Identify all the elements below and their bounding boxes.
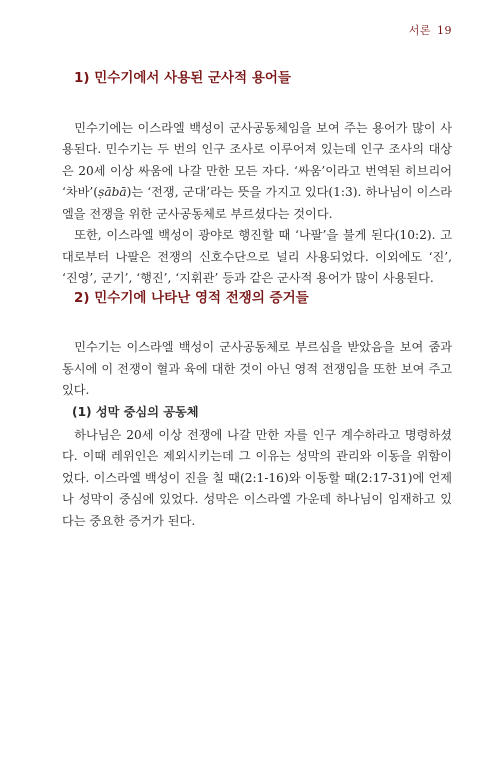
paragraph-text: 민수기에는 이스라엘 백성이 군사공동체임을 보여 주는 용어가 많이 사용된다. 민수기는 두 번의 인구 조사로 이루어져 있는데 인구 조사의 대상은 20세 이상 싸움에 나갈 만한 모든 자다. ‘싸움’이라고 번역된 히브리어 ‘차바’( xyxy=(62,120,452,200)
paragraph-text: )는 ‘전쟁, 군대’라는 뜻을 가지고 있다(1:3). 하나님이 이스라엘을 전쟁을 위한 군사공동체로 부르셨다는 것이다. xyxy=(62,185,452,221)
transliteration: ṣābā xyxy=(98,185,127,200)
section-2-paragraph-1: 민수기는 이스라엘 백성이 군사공동체로 부르심을 받았음을 보여 줌과 동시에 이 전쟁이 혈과 육에 대한 것이 아닌 영적 전쟁임을 또한 보여 주고 있다. xyxy=(62,340,452,398)
page-body xyxy=(62,70,452,532)
section-heading-1: 1) 민수기에서 사용된 군사적 용어들 xyxy=(74,70,291,86)
section-heading-2: 2) 민수기에 나타난 영적 전쟁의 증거들 xyxy=(74,289,309,306)
page-number: 19 xyxy=(437,24,452,37)
section-1-paragraph-1 xyxy=(62,118,452,226)
running-header xyxy=(409,22,452,38)
running-title: 서론 xyxy=(408,24,431,37)
section-2-paragraph-2: 하나님은 20세 이상 전쟁에 나갈 만한 자를 인구 계수하라고 명령하셨다. 이때 레위인은 제외시키는데 그 이유는 성막의 관리와 이동을 위함이었다. 이스라엘 백성이 진을 칠 때(2:1-16)와 이동할 때(2:17-31)에 언제나 성막이 중심에 있었다. 성막은 이스라엘 가운데 하나님이 임재하고 있다는 중요한 증거가 된다. xyxy=(62,427,452,528)
sub-heading-1: (1) 성막 중심의 공동체 xyxy=(72,404,199,419)
section-1-paragraph-2: 또한, 이스라엘 백성이 광야로 행진할 때 ‘나팔’을 불게 된다(10:2). 고대로부터 나팔은 전쟁의 신호수단으로 널리 사용되었다. 이외에도 ‘진’, ‘진영’, 군기’, ‘행진’, ‘지휘관’ 등과 같은 군사적 용어가 많이 사용된다. xyxy=(62,228,452,286)
